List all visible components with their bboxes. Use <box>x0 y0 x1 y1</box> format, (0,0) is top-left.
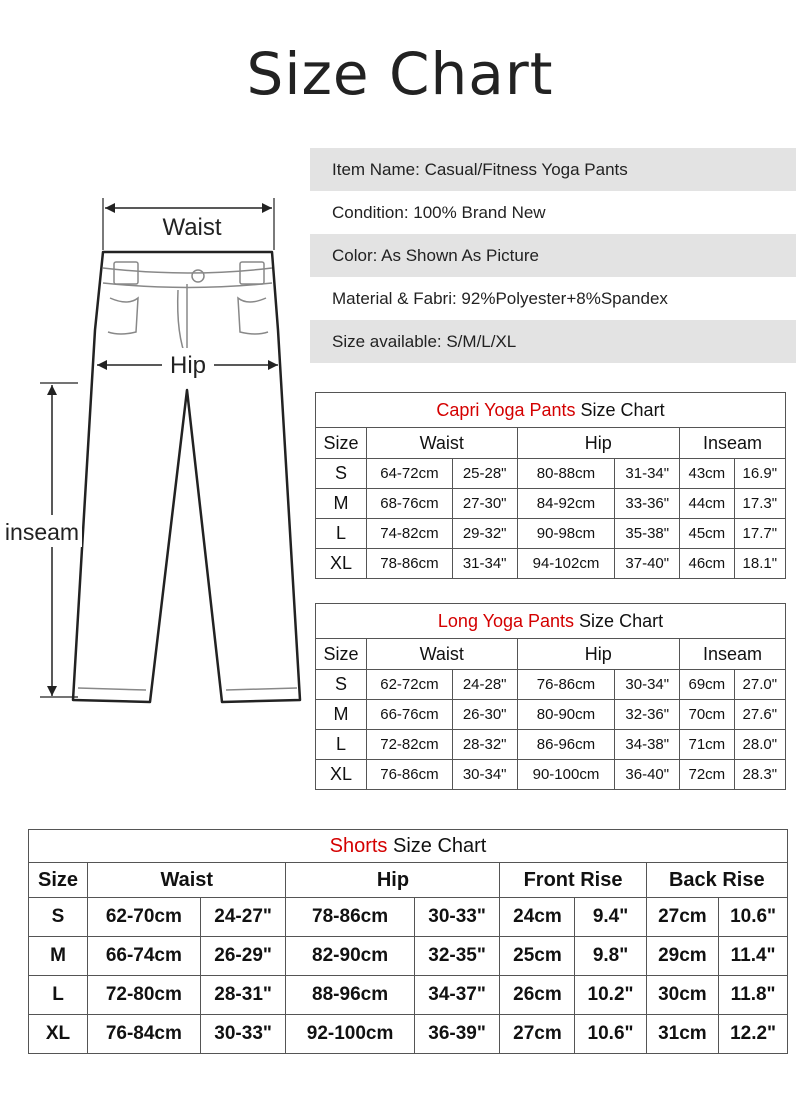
table-row <box>316 459 786 489</box>
value-cell: 27cm <box>500 1015 575 1054</box>
header-hip: Hip <box>286 863 500 898</box>
value-cell: 66-74cm <box>88 937 201 976</box>
size-cell: M <box>316 489 367 519</box>
shorts-title <box>29 830 788 863</box>
value-cell: 76-86cm <box>367 760 453 790</box>
table-row <box>29 976 788 1015</box>
header-size: Size <box>316 428 367 459</box>
value-cell: 12.2" <box>719 1015 788 1054</box>
value-cell: 9.4" <box>575 898 646 937</box>
value-cell: 72-80cm <box>88 976 201 1015</box>
capri-title-rest: Size Chart <box>575 399 665 420</box>
header-inseam: Inseam <box>680 639 786 670</box>
value-cell: 26cm <box>500 976 575 1015</box>
value-cell: 28.3" <box>734 760 785 790</box>
shorts-title-red: Shorts <box>329 834 388 857</box>
shorts-title-rest: Size Chart <box>387 834 487 857</box>
table-row <box>316 730 786 760</box>
header-front-rise: Front Rise <box>500 863 646 898</box>
size-cell: S <box>29 898 88 937</box>
info-item-name: Item Name: Casual/Fitness Yoga Pants <box>310 148 796 191</box>
header-back-rise: Back Rise <box>646 863 787 898</box>
value-cell: 27.6" <box>734 700 785 730</box>
long-title <box>316 604 786 639</box>
value-cell: 76-84cm <box>88 1015 201 1054</box>
header-waist: Waist <box>367 639 518 670</box>
value-cell: 16.9" <box>734 459 785 489</box>
value-cell: 28.0" <box>734 730 785 760</box>
value-cell: 9.8" <box>575 937 646 976</box>
info-condition: Condition: 100% Brand New <box>332 203 546 222</box>
table-row <box>316 519 786 549</box>
long-header-row <box>316 639 786 670</box>
value-cell: 32-35" <box>414 937 500 976</box>
size-cell: S <box>316 670 367 700</box>
header-hip: Hip <box>517 639 680 670</box>
value-cell: 28-32" <box>452 730 517 760</box>
info-sizes: Size available: S/M/L/XL <box>310 320 796 363</box>
table-row <box>316 670 786 700</box>
value-cell: 72cm <box>680 760 735 790</box>
value-cell: 25cm <box>500 937 575 976</box>
value-cell: 17.3" <box>734 489 785 519</box>
value-cell: 29-32" <box>452 519 517 549</box>
table-row <box>29 1015 788 1054</box>
product-info <box>310 148 796 363</box>
value-cell: 78-86cm <box>286 898 414 937</box>
value-cell: 86-96cm <box>517 730 615 760</box>
table-row <box>316 760 786 790</box>
pants-diagram <box>0 195 305 715</box>
value-cell: 69cm <box>680 670 735 700</box>
value-cell: 24-28" <box>452 670 517 700</box>
value-cell: 31-34" <box>452 549 517 579</box>
value-cell: 10.6" <box>719 898 788 937</box>
value-cell: 66-76cm <box>367 700 453 730</box>
header-hip: Hip <box>517 428 680 459</box>
size-cell: XL <box>316 549 367 579</box>
value-cell: 44cm <box>680 489 735 519</box>
page-title: Size Chart <box>246 40 554 108</box>
value-cell: 62-72cm <box>367 670 453 700</box>
value-cell: 29cm <box>646 937 719 976</box>
value-cell: 37-40" <box>615 549 680 579</box>
info-material: Material & Fabri: 92%Polyester+8%Spandex <box>332 289 668 308</box>
capri-size-table <box>315 392 786 579</box>
table-row <box>316 489 786 519</box>
inseam-label: inseam <box>4 519 80 545</box>
value-cell: 30-33" <box>200 1015 286 1054</box>
waist-label: Waist <box>162 214 222 241</box>
value-cell: 26-30" <box>452 700 517 730</box>
size-cell: L <box>29 976 88 1015</box>
value-cell: 84-92cm <box>517 489 615 519</box>
value-cell: 10.2" <box>575 976 646 1015</box>
value-cell: 68-76cm <box>367 489 453 519</box>
capri-title <box>316 393 786 428</box>
value-cell: 71cm <box>680 730 735 760</box>
size-cell: XL <box>316 760 367 790</box>
header-inseam: Inseam <box>680 428 786 459</box>
size-cell: L <box>316 519 367 549</box>
header-waist: Waist <box>88 863 286 898</box>
size-cell: S <box>316 459 367 489</box>
value-cell: 27-30" <box>452 489 517 519</box>
value-cell: 30cm <box>646 976 719 1015</box>
value-cell: 11.4" <box>719 937 788 976</box>
table-row <box>316 700 786 730</box>
value-cell: 80-90cm <box>517 700 615 730</box>
size-cell: L <box>316 730 367 760</box>
value-cell: 34-38" <box>615 730 680 760</box>
value-cell: 25-28" <box>452 459 517 489</box>
size-cell: XL <box>29 1015 88 1054</box>
value-cell: 27.0" <box>734 670 785 700</box>
value-cell: 32-36" <box>615 700 680 730</box>
info-color: Color: As Shown As Picture <box>310 234 796 277</box>
table-row <box>29 937 788 976</box>
value-cell: 30-34" <box>452 760 517 790</box>
value-cell: 74-82cm <box>367 519 453 549</box>
table-row <box>29 898 788 937</box>
value-cell: 88-96cm <box>286 976 414 1015</box>
value-cell: 78-86cm <box>367 549 453 579</box>
value-cell: 76-86cm <box>517 670 615 700</box>
long-title-red: Long Yoga Pants <box>437 610 575 631</box>
value-cell: 35-38" <box>615 519 680 549</box>
size-cell: M <box>316 700 367 730</box>
value-cell: 92-100cm <box>286 1015 414 1054</box>
value-cell: 36-39" <box>414 1015 500 1054</box>
value-cell: 18.1" <box>734 549 785 579</box>
header-waist: Waist <box>367 428 518 459</box>
capri-title-red: Capri Yoga Pants <box>436 399 576 420</box>
value-cell: 62-70cm <box>88 898 201 937</box>
size-cell: M <box>29 937 88 976</box>
value-cell: 33-36" <box>615 489 680 519</box>
value-cell: 24cm <box>500 898 575 937</box>
value-cell: 64-72cm <box>367 459 453 489</box>
value-cell: 11.8" <box>719 976 788 1015</box>
value-cell: 36-40" <box>615 760 680 790</box>
header-size: Size <box>29 863 88 898</box>
value-cell: 90-98cm <box>517 519 615 549</box>
value-cell: 90-100cm <box>517 760 615 790</box>
capri-header-row <box>316 428 786 459</box>
value-cell: 30-33" <box>414 898 500 937</box>
value-cell: 80-88cm <box>517 459 615 489</box>
hip-label: Hip <box>169 352 207 379</box>
value-cell: 34-37" <box>414 976 500 1015</box>
value-cell: 27cm <box>646 898 719 937</box>
shorts-header-row <box>29 863 788 898</box>
value-cell: 46cm <box>680 549 735 579</box>
long-size-table <box>315 603 786 790</box>
value-cell: 24-27" <box>200 898 286 937</box>
long-title-rest: Size Chart <box>574 610 664 631</box>
value-cell: 43cm <box>680 459 735 489</box>
shorts-size-table <box>28 829 788 1054</box>
value-cell: 70cm <box>680 700 735 730</box>
value-cell: 30-34" <box>615 670 680 700</box>
value-cell: 45cm <box>680 519 735 549</box>
value-cell: 26-29" <box>200 937 286 976</box>
value-cell: 94-102cm <box>517 549 615 579</box>
value-cell: 17.7" <box>734 519 785 549</box>
value-cell: 31-34" <box>615 459 680 489</box>
value-cell: 82-90cm <box>286 937 414 976</box>
value-cell: 72-82cm <box>367 730 453 760</box>
header-size: Size <box>316 639 367 670</box>
value-cell: 10.6" <box>575 1015 646 1054</box>
value-cell: 31cm <box>646 1015 719 1054</box>
value-cell: 28-31" <box>200 976 286 1015</box>
table-row <box>316 549 786 579</box>
